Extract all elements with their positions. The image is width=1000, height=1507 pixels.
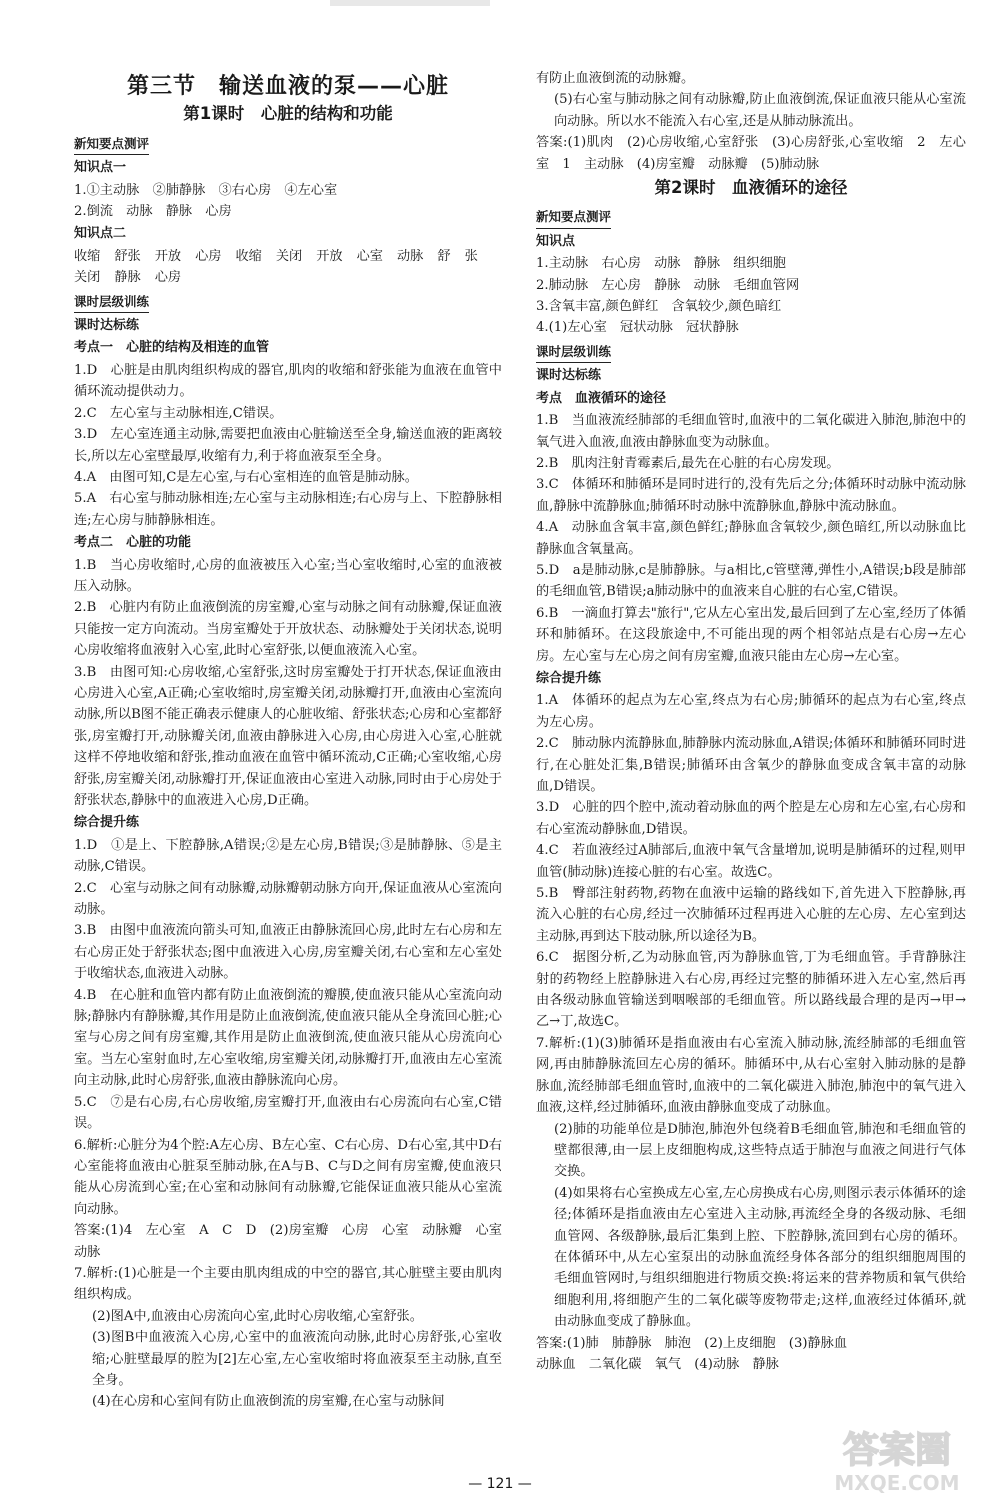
answer-item: 2.B 心脏内有防止血液倒流的房室瓣,心室与动脉之间有动脉瓣,保证血液只能按一定方向流动。当房室瓣处于开放状态、动脉瓣处于关闭状态,说明心房收缩将血液射入心室,此时心室舒张,以便血液流入心室。 xyxy=(74,600,502,659)
answer-word: 动脉 xyxy=(397,248,424,264)
topic-heading: 考点 血液循环的途径 xyxy=(536,390,667,406)
answer-item: 1.A 体循环的起点为左心室,终点为右心房;肺循环的起点为右心室,终点为左心房。 xyxy=(536,693,966,730)
answer-item: 5.B 臀部注射药物,药物在血液中运输的路线如下,首先进入下腔静脉,再流入心脏的右心房,经过一次肺循环过程再进入心脏的左心房、左心室到达主动脉,再到达下肢动脉,所以途径为B。 xyxy=(536,886,966,944)
lesson-title: 第2课时 血液循环的途径 xyxy=(654,178,848,198)
answer-item: 6.C 据图分析,乙为动脉血管,丙为静脉血管,丁为毛细血管。手背静脉注射的药物经上腔静脉进入右心房,再经过完整的肺循环进入左心室,然后再由各级动脉血管输送到咽喉部的毛细血管。所以路线最合理的是丙→甲→乙→丁,故选C。 xyxy=(536,950,966,1030)
exercise-heading: 综合提升练 xyxy=(536,670,602,686)
answer-word: 开放 xyxy=(316,248,343,264)
answer-word: 张 xyxy=(464,248,478,264)
answer-item: 3.B 由图中血液流向箭头可知,血液正由静脉流回心房,此时左右心房和左右心房正处于舒张状态;图中血液进入心房,房室瓣关闭,右心室和左心室处于收缩状态,血液进入动脉。 xyxy=(74,923,502,982)
answer-item: 7.解析:(1)(3)肺循环是指血液由右心室流入肺动脉,流经肺部的毛细血管网,再由肺静脉流回左心房的循环。肺循环中,从右心室射入肺动脉的是静脉血,流经肺部毛细血管时,血液中的二氧化碳进入肺泡,肺泡中的氧气进入血液,这样,经过肺循环,血液由静脉血变成了动脉血。 xyxy=(536,1035,966,1116)
answer-item: 2.C 肺动脉内流静脉血,肺静脉内流动脉血,A错误;体循环和肺循环同时进行,在心脏处汇集,B错误;肺循环由含氧少的静脉血变成含氧丰富的动脉血,D错误。 xyxy=(536,736,966,794)
topic-heading: 考点二 心脏的功能 xyxy=(74,535,192,551)
answer-line: 4.(1)左心室 冠状动脉 冠状静脉 xyxy=(536,320,739,336)
answer-item: 2.B 肌肉注射青霉素后,最先在心脏的右心房发现。 xyxy=(536,455,840,471)
answer-item: 4.A 由图可知,C是左心室,与右心室相连的血管是肺动脉。 xyxy=(74,469,418,485)
answer-item: 6.B 一滴血打算去"旅行",它从左心室出发,最后回到了左心室,经历了体循环和肺循环。在这段旅途中,不可能出现的两个相邻站点是右心房→左心房。左心室与左心房之间有房室瓣,血液只能由左心房→左心室。 xyxy=(536,605,966,664)
answer-item: (3)图B中血液流入心房,心室中的血液流向动脉,此时心房舒张,心室收缩;心脏壁最厚的腔为[2]左心室,左心室收缩时将血液泵至主动脉,直至全身。 xyxy=(92,1330,502,1388)
answer-item: 1.D 心脏是由肌肉组织构成的器官,肌肉的收缩和舒张能为血液在血管中循环流动提供动力。 xyxy=(74,362,502,400)
answer-word: 舒张 xyxy=(114,248,141,264)
subsection-label: 课时层级训练 xyxy=(536,341,611,363)
answer-word: 心房 xyxy=(195,248,222,264)
answer-word: 收缩 xyxy=(235,248,262,264)
answer-word: 关闭 xyxy=(74,270,101,286)
answer-line: 答案:(1)肌肉 (2)心房收缩,心室舒张 (3)心房舒张,心室收缩 2 左心室 1 主动脉 (4)房室瓣 动脉瓣 (5)肺动脉 xyxy=(536,135,966,172)
answer-item: 5.A 右心室与肺动脉相连;左心室与主动脉相连;右心房与上、下腔静脉相连;左心房与肺静脉相连。 xyxy=(74,491,502,528)
section-title: 第三节 输送血液的泵——心脏 xyxy=(126,74,449,99)
answer-item: 7.解析:(1)心脏是一个主要由肌肉组成的中空的器官,其心脏壁主要由肌肉组织构成。 xyxy=(74,1265,502,1303)
answer-word: 心室 xyxy=(356,248,383,264)
answer-item: (4)在心房和心室间有防止血液倒流的房室瓣,在心室与动脉间 xyxy=(92,1394,445,1410)
answer-item: 6.解析:心脏分为4个腔:A左心房、B左心室、C右心房、D右心室,其中D右心室能将血液由心脏泵至肺动脉,在A与B、C与D之间有房室瓣,使血液只能从心房流到心室;在心室和动脉间有动脉瓣,它能保证血液只能从心室流向动脉。 xyxy=(74,1137,502,1217)
left-column xyxy=(74,74,516,1413)
answer-item: (4)如果将右心室换成左心室,左心房换成右心房,则图示表示体循环的途径;体循环是指血液由左心室进入主动脉,再流经全身的各级动脉、毛细血管网、各级静脉,最后汇集到上腔、下腔静脉,流回到右心房的循环。在体循环中,从左心室泵出的动脉血流经身体各部分的组织细胞周围的毛细血管网时,与组织细胞进行物质交换:将运来的营养物质和氧气供给细胞利用,将细胞产生的二氧化碳等废物带走;这样,血液经过体循环,就由动脉血变成了静脉血。 xyxy=(554,1185,966,1330)
watermark-logo xyxy=(812,1420,982,1498)
exercise-heading: 综合提升练 xyxy=(74,815,140,831)
answer-item: 1.D ①是上、下腔静脉,A错误;②是左心房,B错误;③是肺静脉、⑤是主动脉,C错误。 xyxy=(74,837,502,875)
scan-mark xyxy=(330,0,490,10)
knowledge-point-heading: 知识点二 xyxy=(74,226,127,242)
answer-line: 1.①主动脉 ②肺静脉 ③右心房 ④左心室 xyxy=(74,182,338,198)
exercise-heading: 课时达标练 xyxy=(536,368,602,384)
knowledge-point-heading: 知识点一 xyxy=(74,160,127,176)
answer-item: 5.D a是肺动脉,c是肺静脉。与a相比,c管壁薄,弹性小,A错误;b段是肺部的毛细血管,B错误;a肺动脉中的血液来自心脏的右心室,C错误。 xyxy=(536,562,966,600)
lesson-title: 第1课时 心脏的结构和功能 xyxy=(183,104,393,124)
answer-word: 关闭 xyxy=(275,248,303,264)
answer-word: 收缩 xyxy=(74,248,101,264)
topic-heading: 考点一 心脏的结构及相连的血管 xyxy=(74,340,270,356)
answer-item: (5)右心室与肺动脉之间有动脉瓣,防止血液倒流,保证血液只能从心室流向动脉。所以水不能流入右心室,还是从肺动脉流出。 xyxy=(554,92,966,129)
answer-item: (2)肺的功能单位是D肺泡,肺泡外包绕着B毛细血管,肺泡和毛细血管的壁都很薄,由一层上皮细胞构成,这些特点适于肺泡与血液之间进行气体交换。 xyxy=(554,1121,966,1180)
answer-word: 心房 xyxy=(154,270,182,286)
answer-item: 3.C 体循环和肺循环是同时进行的,没有先后之分;体循环时动脉中流动脉血,静脉中流静脉血;肺循环时动脉中流静脉血,静脉中流动脉血。 xyxy=(536,477,966,514)
answer-word: 开放 xyxy=(154,248,182,264)
answer-line: 1.主动脉 右心房 动脉 静脉 组织细胞 xyxy=(536,256,786,272)
answer-item: 1.B 当血液流经肺部的毛细血管时,血液中的二氧化碳进入肺泡,肺泡中的氧气进入血液,血液由静脉血变为动脉血。 xyxy=(536,413,966,450)
answer-item: 4.C 若血液经过A肺部后,血液中氧气含量增加,说明是肺循环的过程,则甲血管(肺动脉)连接心脏的右心室。故选C。 xyxy=(536,843,966,880)
subsection-label: 新知要点测评 xyxy=(536,206,611,228)
answer-item: 2.C 心室与动脉之间有动脉瓣,动脉瓣朝动脉方向开,保证血液从心室流向动脉。 xyxy=(74,880,502,918)
answer-item: 3.D 心脏的四个腔中,流动着动脉血的两个腔是左心房和左心室,右心房和右心室流动静脉血,D错误。 xyxy=(536,800,966,837)
answer-word: 舒 xyxy=(437,248,451,264)
answer-item: 1.B 当心房收缩时,心房的血液被压入心室;当心室收缩时,心室的血液被压入动脉。 xyxy=(74,557,502,594)
svg-text:答案圈: 答案圈 xyxy=(842,1430,952,1471)
answer-line: 2.肺动脉 左心房 静脉 动脉 毛细血管网 xyxy=(536,277,800,293)
subsection-label: 课时层级训练 xyxy=(74,291,149,313)
answer-line: 3.含氧丰富,颜色鲜红 含氧较少,颜色暗红 xyxy=(536,299,782,315)
page-number: — 121 — xyxy=(468,1476,532,1492)
answer-line: 答案:(1)4 左心室 A C D (2)房室瓣 心房 心室 动脉瓣 心室 动脉 xyxy=(74,1223,516,1260)
answer-word: 静脉 xyxy=(114,270,141,286)
answer-line: 动脉血 二氧化碳 氧气 (4)动脉 静脉 xyxy=(536,1356,779,1372)
answer-line: 2.倒流 动脉 静脉 心房 xyxy=(74,204,232,220)
answer-item: 有防止血液倒流的动脉瓣。 xyxy=(536,71,695,86)
answer-item: 4.B 在心脏和血管内都有防止血液倒流的瓣膜,使血液只能从心室流向动脉;静脉内有静脉瓣,其作用是防止血液倒流,使血液只能从全身流回心脏;心室与心房之间有房室瓣,其作用是防止血液倒流,使血液只能从心房流向心室。当左心室射血时,左心室收缩,房室瓣关闭,动脉瓣打开,血液由左心室流向主动脉,此时心房舒张,血液由静脉流向心房。 xyxy=(74,987,502,1089)
svg-text:MXQE.COM: MXQE.COM xyxy=(834,1471,960,1495)
answer-item: 3.B 由图可知:心房收缩,心室舒张,这时房室瓣处于打开状态,保证血液由心房进入心室,A正确;心室收缩时,房室瓣关闭,动脉瓣打开,血液由心室流向动脉,所以B图不能正确表示健康人的心脏收缩、舒张状态;心房和心室都舒张,房室瓣打开,动脉瓣关闭,血液由静脉进入心房,由心房进入心室,心脏就这样不停地收缩和舒张,推动血液在血管中循环流动,C正确;心室收缩,心房舒张,房室瓣关闭,动脉瓣打开,保证血液由心室进入动脉,同时由于心房处于舒张状态,静脉中的血液进入心房,D正确。 xyxy=(74,664,502,808)
answer-item: 3.D 左心室连通主动脉,需要把血液由心脏输送至全身,输送血液的距离较长,所以左心室壁最厚,收缩有力,利于将血液泵至全身。 xyxy=(74,427,502,464)
right-column xyxy=(536,68,966,1375)
answer-item: 2.C 左心室与主动脉相连,C错误。 xyxy=(74,405,283,421)
exercise-heading: 课时达标练 xyxy=(74,318,140,334)
answer-item: 5.C ⑦是右心房,右心房收缩,房室瓣打开,血液由右心房流向右心室,C错误。 xyxy=(74,1094,502,1132)
answer-item: 4.A 动脉血含氧丰富,颜色鲜红;静脉血含氧较少,颜色暗红,所以动脉血比静脉血含氧量高。 xyxy=(536,520,966,557)
subsection-label: 新知要点测评 xyxy=(74,133,149,155)
answer-item: (2)图A中,血液由心房流向心室,此时心房收缩,心室舒张。 xyxy=(92,1308,423,1324)
knowledge-point-heading: 知识点 xyxy=(536,233,576,249)
answer-line: 答案:(1)肺 肺静脉 肺泡 (2)上皮细胞 (3)静脉血 xyxy=(536,1335,848,1351)
answer-word-row xyxy=(74,246,502,289)
